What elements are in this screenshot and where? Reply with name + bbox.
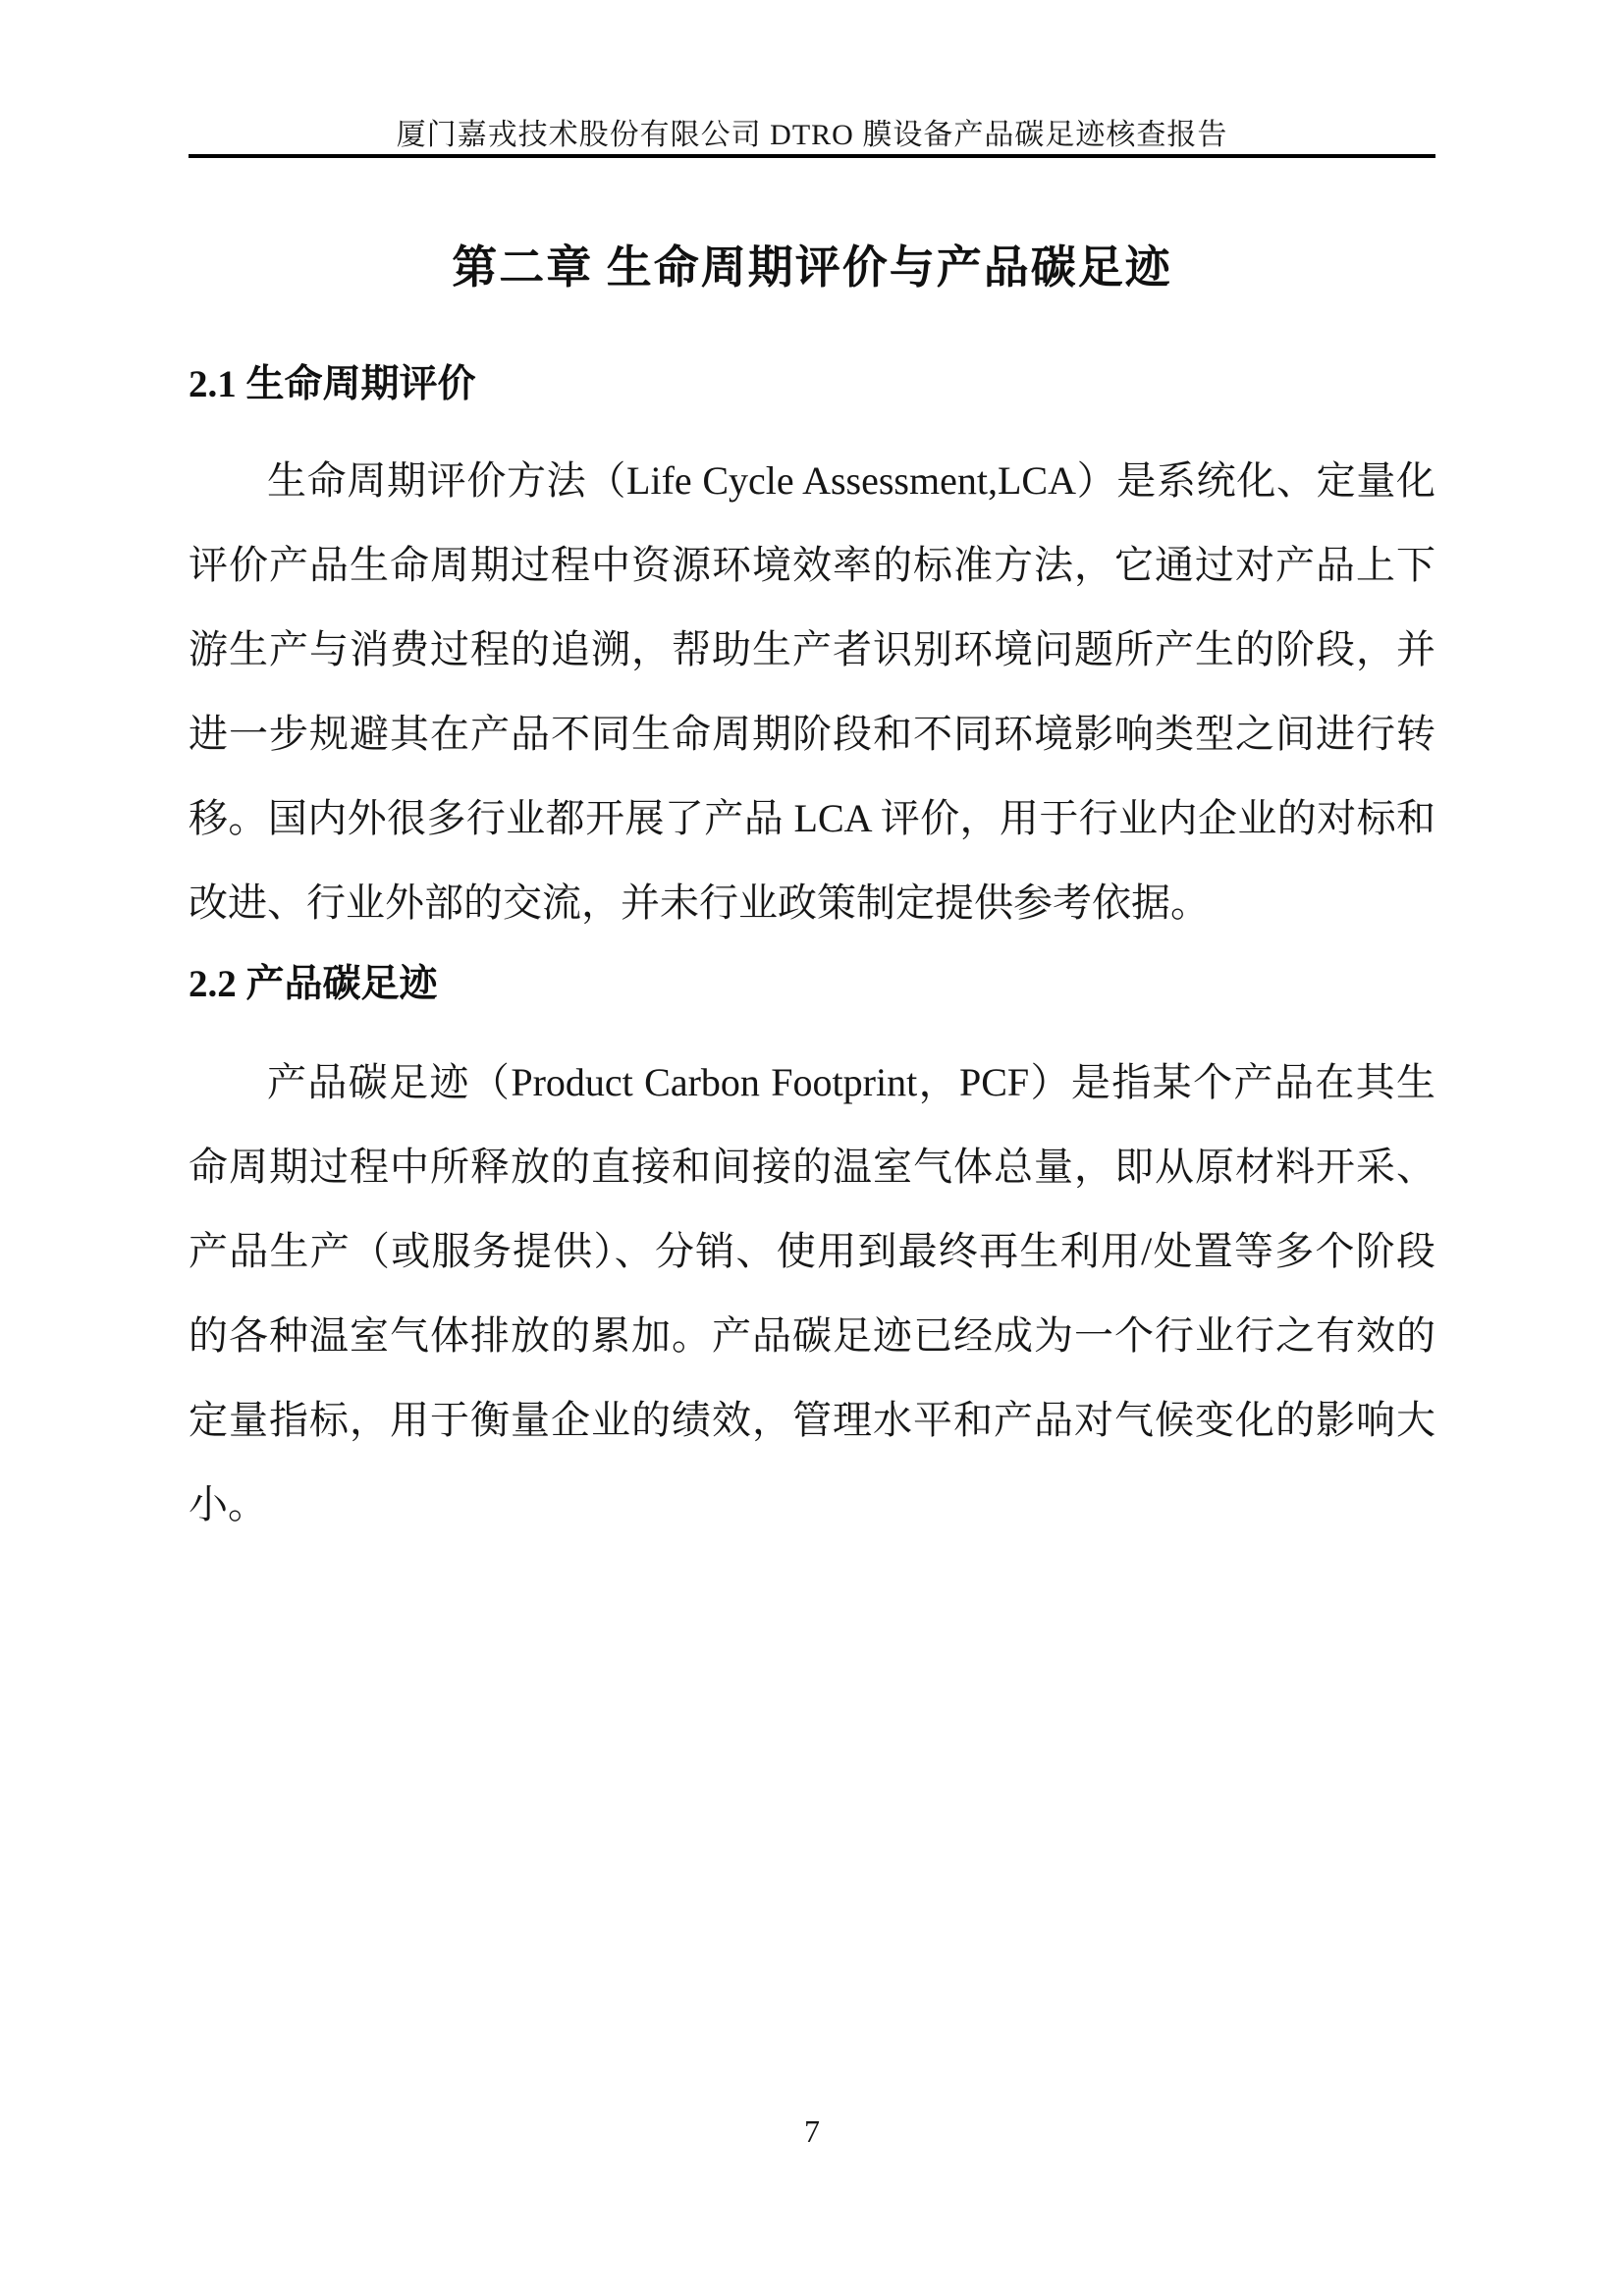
running-header: 厦门嘉戎技术股份有限公司 DTRO 膜设备产品碳足迹核查报告 [396,119,1228,151]
section-heading-2-2: 2.2 产品碳足迹 [189,963,438,1005]
section-heading-2-1: 2.1 生命周期评价 [189,363,476,405]
page-number: 7 [804,2113,820,2149]
section-2-1-paragraph: 生命周期评价方法（Life Cycle Assessment,LCA）是系统化、定量化评价产品生命周期过程中资源环境效率的标准方法，它通过对产品上下游生产与消费过程的追溯，帮助生产者识别环境问题所产生的阶段，并进一步规避其在产品不同生命周期阶段和不同环境影响类型之间进行转移。国内外很多行业都开展了产品 LCA 评价，用于行业内企业的对标和改进、行业外部的交流，并未行业政策制定提供参考依据。 [189,458,1435,925]
section-2-2-paragraph: 产品碳足迹（Product Carbon Footprint，PCF）是指某个产品在其生命周期过程中所释放的直接和间接的温室气体总量，即从原材料开采、产品生产（或服务提供）、分销、使用到最终再生利用/处置等多个阶段的各种温室气体排放的累加。产品碳足迹已经成为一个行业行之有效的定量指标，用于衡量企业的绩效，管理水平和产品对气候变化的影响大小。 [189,1060,1435,1526]
chapter-title: 第二章 生命周期评价与产品碳足迹 [452,242,1172,293]
header-rule [189,154,1435,158]
